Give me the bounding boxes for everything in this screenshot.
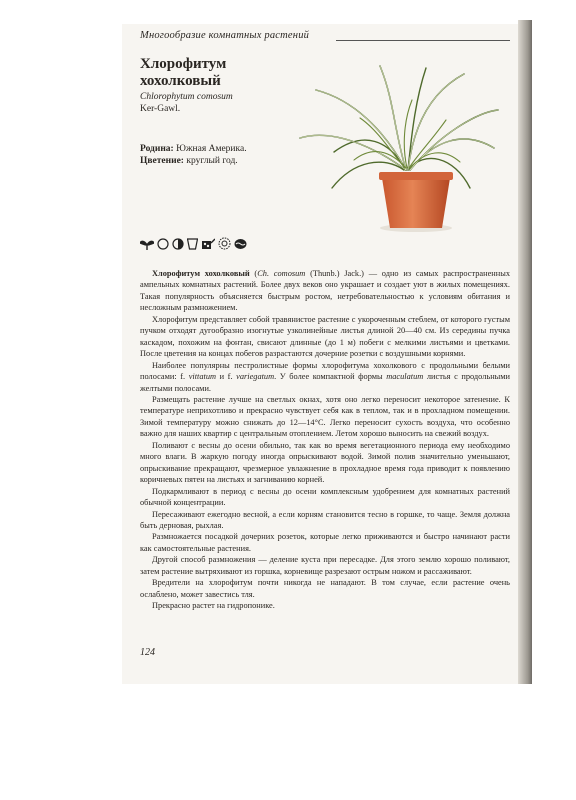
page-number: 124 [140, 647, 155, 658]
care-icons-row [140, 239, 247, 253]
paragraph: Размещать растение лучше на светлых окнах, хотя оно легко переносит некоторое затенение. К температуре неприхотливо и прекрасно чувствует себя как в теплом, так и в прохладном помещении. Зимой температуру можно снижать до 12—14°С. Легко переносит сухость воздуха, что особенно важно для наших квартир с центральным отоплением. Летом хорошо выносить на свежий воздух. [140, 394, 510, 439]
paragraph: Вредители на хлорофитум почти никогда не нападают. В том случае, если растение очень ослаблено, может завестись тля. [140, 578, 510, 599]
plant-title [140, 56, 226, 90]
latin-inline: Ch. comosum [257, 269, 306, 278]
paragraph: Поливают с весны до осени обильно, так как во время вегетационного периода ему необходимо много влаги. В жаркую погоду иногда опрыскивают водой. Зимой полив значительно уменьшают, опрыскивание прекращают, чрезмерное увлажнение в прохладное время года приводит к появлению коричневых пятен на листьях и загниванию корней. [140, 440, 510, 485]
paragraph: Пересаживают ежегодно весной, а если корням становится тесно в горшке, то чаще. Земля должна быть дерновая, рыхлая. [140, 509, 510, 530]
latin-inline: variegatum [236, 372, 275, 382]
plant-meta [140, 144, 247, 167]
plant-name-bold: Хлорофитум хохолковый [152, 269, 250, 278]
title-line-2: хохолковый [140, 73, 221, 89]
latin-name-block [140, 92, 233, 115]
homeland-value: Южная Америка. [176, 144, 247, 154]
homeland-label: Родина: [140, 144, 174, 154]
flowering-label: Цветение: [140, 155, 184, 166]
paragraph: Другой способ размножения — деление куста при пересадке. Для этого землю хорошо поливают, затем растение вытряхивают из горшка, корневище разрезают острым ножом и рассаживают. [140, 555, 510, 576]
paragraph: Размножается посадкой дочерних розеток, которые легко приживаются и быстро начинают расти как самостоятельные растения. [140, 532, 510, 553]
plant-illustration [294, 60, 500, 236]
flowering-value: круглый год. [186, 155, 238, 166]
latin-inline: vittatum [188, 372, 217, 382]
article-body [140, 268, 510, 612]
section-header: Многообразие комнатных растений [140, 30, 310, 41]
paragraph: Наиболее популярны пестролистные формы хлорофитума хохолкового с продольными белыми полосами: f. vittatum и f. variegatum. У более компактной формы maculatum листья с продольными желтыми полосами. [140, 360, 511, 393]
latin-author: Ker-Gawl. [140, 103, 181, 114]
paragraph: Подкармливают в период с весны до осени комплексным удобрением для комнатных растений обычной концентрации. [140, 486, 510, 508]
header-rule [336, 40, 510, 41]
paragraph: Хлорофитум хохолковый (Ch. comosum (Thunb.) Jack.) — одно из самых распространенных ампельных комнатных растений. Более двух веков оно украшает и создает уют в жилых помещениях. Такая популярность объясняется быстрым ростом, нетребовательностью к условиям обитания и несложным размножением. [140, 269, 510, 313]
watering-can-icon [201, 237, 215, 255]
title-line-1: Хлорофитум [140, 56, 227, 72]
half-circle-shade-icon [172, 237, 184, 255]
latin-name: Chlorophytum comosum [140, 92, 233, 102]
latin-inline: maculatum [386, 372, 424, 382]
half-circle-light-icon [157, 237, 169, 255]
pot-icon [187, 237, 198, 255]
paragraph: Хлорофитум представляет собой травянистое растение с укороченным стеблем, от которого густым пучком отходят дугообразно изогнутые узколинейные листья длиной 20—40 см. Из середины пучка каскадом, похожим на фонтан, свисают длинные (до 1 м) побеги с мелкими листьями и цветками. После цветения на концах побегов разрастаются дочерние розетки с воздушными корнями. [140, 314, 510, 359]
hydroculture-icon [234, 237, 247, 255]
paragraph: Прекрасно растет на гидропонике. [152, 601, 275, 611]
spray-icon [218, 237, 231, 255]
book-spine-shadow [518, 20, 532, 684]
plant-sprout-icon [140, 237, 154, 255]
